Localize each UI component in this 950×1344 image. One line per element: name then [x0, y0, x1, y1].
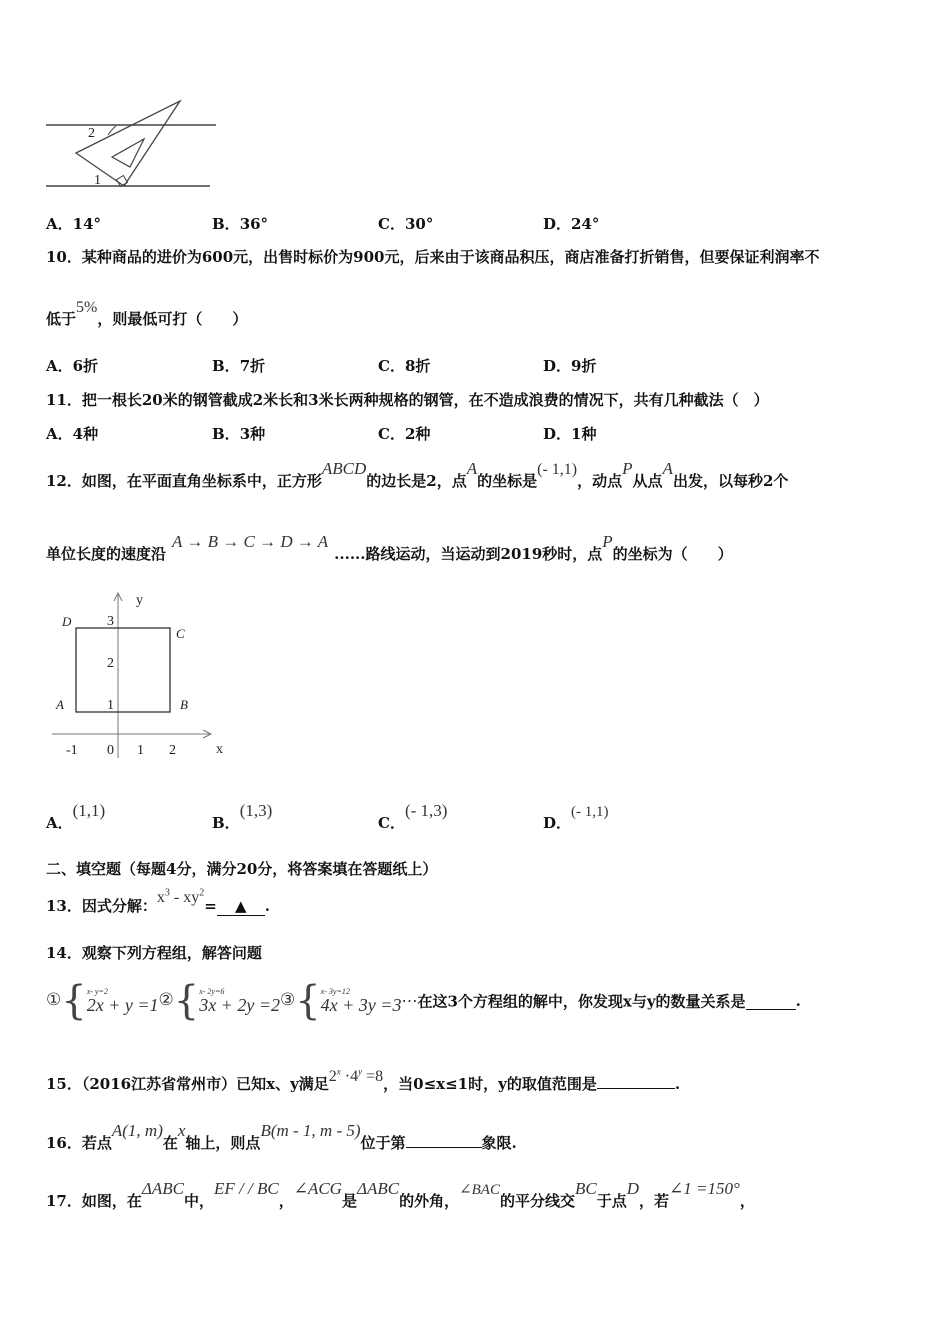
q16-t4: 位于第: [360, 1134, 406, 1152]
option-text: 9折: [571, 357, 597, 375]
q9-option-d[interactable]: [543, 213, 599, 234]
q17-t4: 是: [341, 1192, 357, 1210]
q15-dot4: ·4: [340, 1068, 359, 1085]
q13-line: [46, 887, 271, 916]
q13-answer-blank[interactable]: [217, 897, 265, 916]
q12-l2a: 单位长度的速度沿: [46, 545, 167, 563]
q12-square-abcd: ABCD: [321, 459, 367, 478]
q17-t5: 的外角，: [399, 1192, 460, 1210]
q16-t2: 在: [162, 1134, 178, 1152]
y-tick-3: 3: [107, 614, 114, 629]
q12-figure: [48, 588, 238, 763]
y-tick-1: 1: [107, 698, 114, 713]
q13-t3: .: [264, 897, 271, 915]
q16-answer-blank[interactable]: [406, 1131, 482, 1148]
q12-point-a2: A: [662, 459, 673, 478]
y-axis-label: y: [136, 593, 143, 608]
q17-triangle-abc: ΔABC: [141, 1179, 184, 1198]
q17-t2: 中，: [183, 1192, 214, 1210]
q9-figure: [40, 95, 225, 195]
q17-segment-bc: BC: [575, 1179, 597, 1198]
x-tick-0: 0: [107, 743, 114, 758]
option-key: B．: [212, 425, 240, 443]
q14-end: .: [795, 992, 801, 1010]
q10-text-a: 低于: [46, 310, 77, 328]
point-c-label: C: [176, 626, 185, 641]
q13-t1: 13．因式分解：: [46, 897, 157, 915]
q10-text-b: ，则最低可打（ ）: [97, 310, 248, 328]
q13-expr: [157, 889, 204, 906]
q14-brace-2: {: [173, 978, 200, 1024]
point-a-label: A: [56, 697, 64, 712]
option-key: D．: [543, 215, 572, 233]
q13-t2: =: [204, 897, 217, 915]
figure-label-2: 2: [88, 126, 95, 141]
option-key: C．: [378, 357, 405, 375]
q12-t2: 的边长是2，点: [366, 472, 467, 490]
point-b-label: B: [180, 697, 188, 712]
q17-t7: 于点: [596, 1192, 627, 1210]
q12-coord: (- 1,1): [537, 461, 578, 478]
q17-ef-parallel-bc: EF / / BC: [213, 1179, 279, 1198]
q15-t2: ，当0≤x≤1时，y的取值范围是: [383, 1075, 597, 1093]
q9-option-b[interactable]: [212, 213, 268, 234]
q11-text: 11．把一根长20米的钢管截成2米长和3米长两种规格的钢管，在不造成浪费的情况下，共有几种截法（ ）: [46, 391, 769, 409]
option-text: 30°: [404, 215, 434, 233]
q10-option-d[interactable]: [543, 355, 596, 376]
q10-option-a[interactable]: [46, 355, 98, 376]
option-text: (- 1,1): [571, 804, 609, 820]
q14-tail: 在这3个方程组的解中，你发现x与y的数量关系是: [417, 992, 746, 1011]
q12-t1: 12．如图，在平面直角坐标系中，正方形: [46, 472, 322, 490]
q14-answer-blank[interactable]: [746, 993, 796, 1010]
q9-option-c[interactable]: [378, 213, 433, 234]
q17-t1: 17．如图，在: [46, 1192, 142, 1210]
q13-x-exp: 3: [164, 887, 170, 899]
figure-label-1: 1: [94, 173, 101, 188]
q17-angle-bac: ∠BAC: [459, 1182, 500, 1198]
q11-option-a[interactable]: [46, 423, 98, 444]
q16-t5: 象限.: [481, 1134, 517, 1152]
q13-answer-marker: ▲: [235, 897, 247, 915]
q16-t3: 轴上，则点: [185, 1134, 261, 1152]
option-text: (- 1,3): [404, 801, 448, 820]
x-tick-1: 1: [137, 743, 144, 758]
q12-t4: ，动点: [577, 472, 623, 490]
q10-option-c[interactable]: [378, 355, 430, 376]
q12-option-d[interactable]: [543, 800, 609, 832]
q15-t1: 15．（2016江苏省常州市）已知x、y满足: [46, 1075, 329, 1093]
square-abcd: [76, 628, 170, 712]
q14-dots: ⋯: [401, 993, 418, 1010]
q14-title: 14．观察下列方程组，解答问题: [46, 944, 262, 962]
q14-s3-bot: 4x + 3y =3: [320, 995, 402, 1015]
option-text: 3种: [239, 425, 266, 443]
q12-point-p: P: [622, 459, 633, 478]
option-key: A．: [46, 357, 73, 375]
q16-t1: 16．若点: [46, 1134, 112, 1152]
q16-line: [46, 1121, 517, 1153]
q12-text-line1: [46, 459, 789, 491]
option-key: A．: [46, 215, 73, 233]
q15-y-exp: y: [358, 1066, 363, 1077]
option-text: 6折: [72, 357, 99, 375]
q9-option-a[interactable]: [46, 213, 101, 234]
q10-text-line2: [46, 299, 248, 329]
q12-text-line2: [46, 532, 733, 564]
option-key: A．: [46, 425, 73, 443]
option-key: D．: [543, 357, 572, 375]
option-key: B．: [212, 215, 240, 233]
q14-brace-1: {: [61, 978, 87, 1024]
x-tick-2: 2: [169, 743, 176, 758]
q12-t6: 出发，以每秒2个: [672, 472, 789, 490]
option-text: 24°: [571, 215, 600, 233]
q17-triangle-abc2: ΔABC: [356, 1179, 400, 1198]
q17-angle-acg: ∠ACG: [293, 1179, 342, 1198]
q14-systems: [46, 978, 801, 1024]
q14-s1-top: x- y=2: [86, 987, 108, 996]
q12-option-a[interactable]: [46, 800, 106, 832]
option-text: 2种: [404, 425, 431, 443]
q12-option-b[interactable]: [212, 800, 273, 832]
option-text: 8折: [404, 357, 431, 375]
q10-option-b[interactable]: [212, 355, 265, 376]
section-2-heading: 二、填空题（每题4分，满分20分，将答案填在答题纸上）: [46, 860, 438, 878]
option-key: B．: [212, 357, 240, 375]
q14-system-3: [321, 988, 402, 1014]
option-key: D．: [543, 425, 572, 443]
q13-y-exp: 2: [199, 887, 205, 899]
q12-t3: 的坐标是: [477, 472, 538, 490]
q14-s2-bot: 3x + 2y =2: [199, 995, 280, 1015]
q14-system-2: [199, 988, 280, 1014]
x-axis-label: x: [216, 742, 223, 757]
option-text: 36°: [239, 215, 269, 233]
q17-point-d: D: [626, 1179, 640, 1198]
q16-point-b: B(m - 1, m - 5): [260, 1121, 361, 1140]
option-key: A．: [46, 814, 73, 832]
q12-t5: 从点: [632, 472, 663, 490]
q14-brace-3: {: [295, 978, 321, 1024]
option-text: (1,3): [239, 801, 273, 820]
q14-s3-top: x- 3y=12: [320, 987, 350, 996]
q12-path: A → B → C → D → A: [172, 532, 329, 551]
q15-answer-blank[interactable]: [597, 1072, 675, 1089]
q13-x: x: [156, 889, 165, 906]
option-text: 4种: [72, 425, 99, 443]
q14-system-1: [87, 988, 159, 1014]
q17-t3: ，: [278, 1192, 294, 1210]
q11-option-b[interactable]: [212, 423, 265, 444]
q13-mid: - xy: [169, 889, 200, 906]
y-tick-2: 2: [107, 656, 114, 671]
q15-base2: 2: [328, 1068, 337, 1085]
q14-circle-2: ②: [158, 990, 174, 1009]
triangle-ruler-outer: [76, 101, 180, 186]
q14-circle-3: ③: [279, 990, 296, 1009]
option-key: C．: [378, 215, 405, 233]
q17-t6: 的平分线交: [499, 1192, 575, 1210]
option-key: D．: [543, 814, 572, 832]
option-text: (1,1): [72, 801, 106, 820]
option-text: 1种: [571, 425, 597, 443]
q15-eq: =8: [362, 1068, 384, 1085]
option-key: C．: [378, 814, 405, 832]
q11-option-c[interactable]: [378, 423, 430, 444]
q15-x-exp: x: [336, 1066, 341, 1077]
x-tick-neg1: -1: [66, 743, 78, 758]
q12-point-a: A: [466, 459, 478, 478]
q17-angle-1: ∠1 =150°: [669, 1179, 740, 1198]
q15-line: [46, 1066, 681, 1094]
q10-percent: 5%: [76, 299, 98, 316]
option-text: 14°: [72, 215, 102, 233]
q12-point-p2: P: [602, 532, 613, 551]
q10-text-line1: 10．某种商品的进价为600元，出售时标价为900元，后来由于该商品积压，商店准备打折销售，但要保证利润率不: [46, 248, 820, 266]
q17-t9: ，: [739, 1192, 755, 1210]
q15-end: .: [674, 1075, 681, 1093]
q15-expr: [329, 1068, 383, 1085]
q12-option-c[interactable]: [378, 800, 448, 832]
q17-line: [46, 1179, 755, 1211]
option-key: B．: [212, 814, 240, 832]
point-d-label: D: [62, 614, 72, 629]
q14-s1-bot: 2x + y =1: [86, 995, 159, 1015]
option-key: C．: [378, 425, 405, 443]
option-text: 7折: [239, 357, 266, 375]
q11-option-d[interactable]: [543, 423, 596, 444]
q16-x: x: [177, 1121, 186, 1140]
q12-l2b: ......路线运动，当运动到2019秒时，点: [334, 545, 603, 563]
q14-s2-top: x- 2y=6: [199, 987, 225, 996]
q14-circle-1: ①: [46, 990, 62, 1009]
q16-point-a: A(1, m): [111, 1121, 163, 1140]
q17-t8: ，若: [639, 1192, 670, 1210]
q12-l2c: 的坐标为（ ）: [612, 545, 733, 563]
